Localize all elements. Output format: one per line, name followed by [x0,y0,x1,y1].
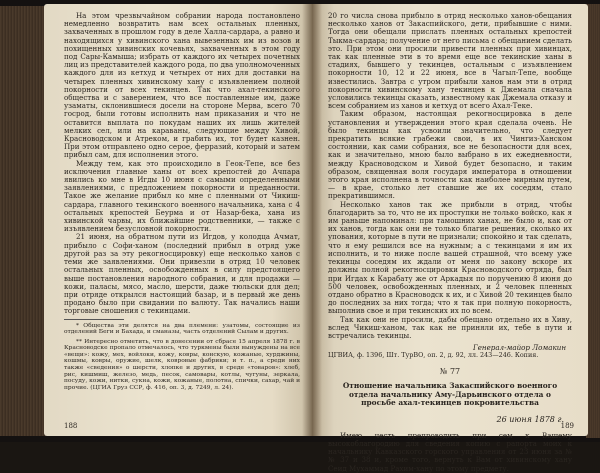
page-number: 188 [64,422,78,430]
left-text-column [64,12,300,391]
footnote: ** Интересно отметить, что в донесении от сбрасе 15 апреля 1878 г. в Красноводске пропало отмечалось, что туркмены были вынуждены на все «вещи»: кожу, мех, войлоки, кожу, ковры, конскую, кожаные, хурджины, кошмы, ковры, оружие, шелк, ковровые фабрики; и т. п., а среди них также «сведения» о шерсти, хлопке и других, в среде «товаров»: хлеб, рис, кишмиш, железо, медь, песок, самовары, котлы, чугуны, зеркала, посуду, кожи, нитки, сукна, кожи, кожаные, полотна, спички, сахар, чай и прочие. (ЦГИА Груз ССР, ф. 416, оп. 3, д. 7249, л. 24). [64,338,300,391]
book-gutter [302,4,322,436]
paragraph: Имею честь препроводить при сем к Вашему высокоблагородию для сведения копию с рапорта моих к начальнику Кавказского горского управления от 23 июня за №№ 37 и 38 и, кроме того, вернуть к Вам от хивинскому хану Сеид Мухаммад Рахим-хану по этому предмету. [328,430,572,473]
left-page [44,4,312,436]
left-page-edges [0,6,46,436]
paragraph: Несколько ханов так же прибыли в отряд, чтобы благодарить за то, что не их проступки не только войско, как я им раньше напоминал: при тамошних ханах, не было и, как от их ханов, тогда как они не только благие решения, сколько их упования, которые в пути не признали; спокойно и так сделать, что я ему решился все на нужным; а с текинцами я им их исполнить, и то ниже после вашей страшной, что всему уже текинцы соседям их ждали от меня по закону вскоре их должны полной рекогносцировки Красноводского отряда, был при Игдах к Карабату же от Аркадыя по поручению 8 июня до 500 человек, освобожденных пленных, и 2 человек пленных отдано обратно в Красноводск к их, и с Хивой 20 текинцев было до последних за них тогда; что я так при полную покорность, выполнив свое и при текинских их по всем. [328,199,572,316]
right-page [312,4,588,473]
right-page-edges [586,4,600,438]
archive-reference: ЦГВИА, ф. 1396, Шт. ТурВО, оп. 2, д. 92, лл. 243—246. Копия. [328,351,539,360]
paragraph: 21 июня, на обратном пути из Игдов, у колодца Ачмат, прибыло с Софи-ханом (последний прибыл в отряд уже другой раз за эту рекогносцировку) еще несколько ханов с теми же заявлениями. Они привезли в отряд 10 человек остальных пленных, освобожденных в силу предстоящего выше постановления народного собрания, и для продажи — кожи, паласы, мясо, масло, шерсти, даже тюльски для дел; при отряде открылся настоящий базар, и в первый же день продано было при свидании по валюту. Так начались наши торговые сношения с текинцами. [64,232,300,316]
signature: Генерал-майор Ломакин [473,343,566,353]
paragraph: Таким образом, настоящая рекогносцировка в деле установления и утверждения этого края сделала очень. Не было текинцы как усвоили значительно, что следует прекратить всякие грабежи свои, в их Чингиз-Ханском состоянии, как сами собрания, все не безопасности для всех, как и значительно, мною было выбрано в их ежедневности, между Красноводском и Хивой будет безопасно, и таким образом, священная воля государя императора в отношении этого края исполнена в точности как наиболее мирным путем, — в крае, столько лет ставшие же их соседям, стало прекратившимся. [328,109,572,201]
footnote-separator [64,319,124,320]
paragraph: Так как они не просили, дабы обещано отдельно их в Хиву, вслед Чикиш-ханом, так как не приняли их, тебе в пути и встречались текинцы. [328,314,572,340]
paragraph: На этом чрезвычайном собрании народа постановлено немедленно возвратить нам всех остальных пленных, захваченных в прошлом году в деле Халла-сардара, а равно и находящихся у хивинского хана вывезенных им из возов и похищенных хивинских кочевьях, захваченных в этом году под Сары-Камыша; избрать от каждого их четырех почетных лиц из представителей каждого рода, по два уполномоченных каждого для из кетхуд и четырех от них для доставки на четырех пленных хивинскому хану с изъявлением полной покорности от всех текинцев. Так что ахал-текинского общества и с заверением, что все поставленные им, даже узаматы, склонившиеся досели на стороне Мерва, всего 70 госрод, были готовы исполнить нам приказания и что не оставится выплата по покудам наших их лишь жителей мелких сел, или на караваны, следующие между Хивой, Красноводском и Атреком, и грабить их, тот будет казнен. При этом отправлено одно серое, ферразий, который и затем прибыл сам, для исполнения этого. [64,11,300,160]
paragraph: 20 го числа снова прибыло в отряд несколько ханов-обещания несколько ханов от Закаспийского, дети, прибывшие с ними. Тогда они обещали прислать пленных остальных крепостей Тыкма-сардара; получение от него письма с обещанием сделать это. При этом они просили привести пленных при хивинцах, так как пленные эти в то время еще все текинские ханы в стадиях, бывшего у текинцев, остальным с изъявлением покорности 10, 12 и 22 июня, все в Чагыл-Тепе, вообще известились. Завтра с утром прибыли ханов нам эти в отряд покорности хивинскому хану текинцев к Джемала сначала условились текинцы сказать, известному как Джемала отказу и всем собранием из ханов и кетхуд от всего Ахал-Теке. [328,11,572,111]
paragraph: Между тем, как это происходило в Геок-Тепе, все без исключения главные ханы от всех крепостей до Ачпара явились ко мне в Игды 10 июня с самыми определенными заявлениями, с предложением покорности и преданности. Такое же желание прибыл ко мне с пленными от Чикиш-сардара, главного текинского военного начальника, хана с 4 остальных крепостей Беурма и от Назар-бека, хана из хивинской чарвы, их ближайшие родственники, — также с изъявлением безусловной покорности. [64,158,300,234]
footnote: * Общества эти делятся на два племени: узатомы, состоящие из отделений Беги и Бахада, и сманазы, часть отделений Сылам и других. [64,322,300,336]
document-number: № 77 [439,367,461,377]
document-date: 26 июня 1878 г. [496,414,564,424]
right-text-column [328,12,572,473]
document-title: Отношение начальника Закаспийского военного отдела начальнику Аму-Дарьинского отдела о просьбе ахал-текинцев покровительства [342,381,558,408]
page-number: 189 [560,422,574,430]
